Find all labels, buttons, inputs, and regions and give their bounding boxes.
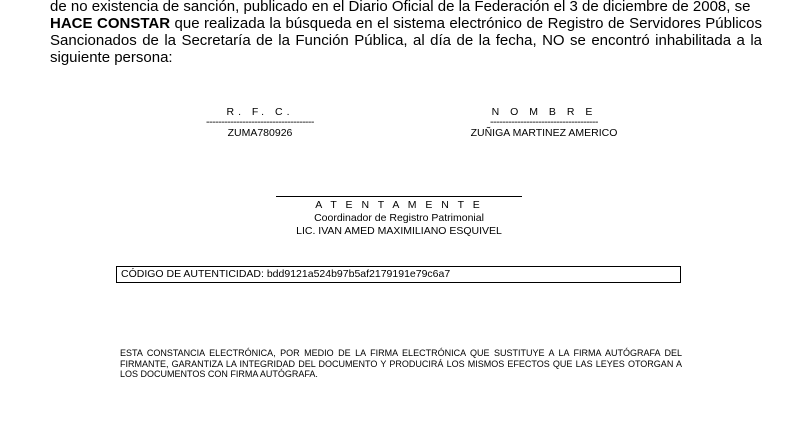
signer-name: LIC. IVAN AMED MAXIMILIANO ESQUIVEL [296, 225, 502, 237]
intro-paragraph [50, 0, 762, 66]
rfc-column [170, 106, 350, 139]
rfc-header: R. F. C. [226, 106, 294, 118]
atentamente-label: A T E N T A M E N T E [315, 199, 483, 211]
nombre-column [451, 106, 637, 139]
nombre-header: N O M B R E [491, 106, 597, 118]
rfc-underline: ------------------------------------ [206, 118, 314, 126]
intro-line-1: de no existencia de sanción, publicado en el Diario Oficial de la Federación el 3 de diciembre de 2008, se [50, 0, 751, 15]
nombre-value: ZUÑIGA MARTINEZ AMERICO [470, 127, 618, 139]
hace-constar-text: HACE CONSTAR [50, 15, 171, 32]
authenticity-code-box [116, 266, 681, 283]
nombre-underline: ------------------------------------ [490, 118, 598, 126]
legal-notice: ESTA CONSTANCIA ELECTRÓNICA, POR MEDIO DE LA FIRMA ELECTRÓNICA QUE SUSTITUYE A LA FIRMA AUTÓGRAFA DEL FIRMANTE, GARANTIZA LA INTEGRIDAD DEL DOCUMENTO Y PRODUCIRÁ LOS MISMOS EFECTOS QUE LAS LEYES OTORGAN A LOS DOCUMENTOS CON FIRMA AUTÓGRAFA. [120, 348, 682, 379]
rfc-value: ZUMA780926 [227, 127, 293, 139]
intro-rest: que realizada la búsqueda en el sistema electrónico de Registro de Servidores Públicos Sancionados de la Secretaría de la Función Pública, al día de la fecha, NO se encontró inhabilitada a la siguiente persona: [50, 15, 762, 66]
signer-role: Coordinador de Registro Patrimonial [314, 212, 484, 224]
signature-line [276, 196, 522, 197]
authenticity-code: CÓDIGO DE AUTENTICIDAD: bdd9121a524b97b5af2179191e79c6a7 [121, 268, 451, 280]
signature-block [276, 196, 522, 238]
